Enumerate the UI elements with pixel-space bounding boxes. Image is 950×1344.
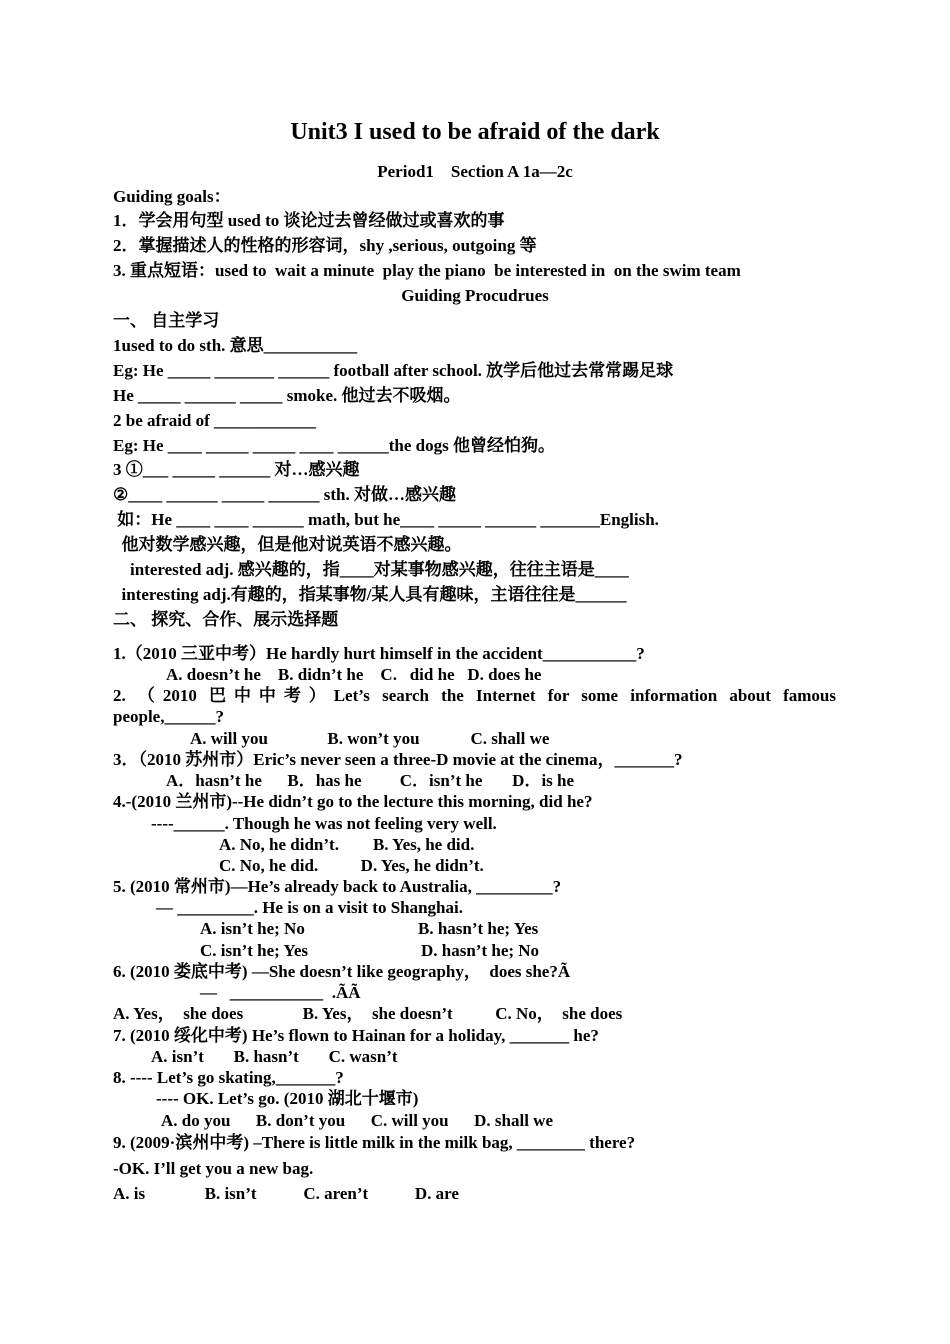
exercises-heading: 二、 探究、合作、展示选择题: [113, 610, 339, 629]
exercise-line: 8. ---- Let’s go skating,_______?: [113, 1068, 344, 1087]
exercise-line: ----______. Though he was not feeling very well.: [151, 814, 497, 833]
exercise-line: 5. (2010 常州市)—He’s already back to Australia, _________?: [113, 877, 562, 896]
exercise-options: A. do you B. don’t you C. will you D. shall we: [161, 1111, 554, 1130]
exercise-line: 7. (2010 绥化中考) He’s flown to Hainan for a holiday, _______ he?: [113, 1026, 599, 1045]
exercise-line: — ___________ .ÃÃ: [200, 983, 361, 1002]
page-subtitle: Period1 Section A 1a—2c: [377, 162, 573, 181]
exercise-options: A. Yes， she does B. Yes， she doesn’t C. No， she does: [113, 1004, 623, 1023]
exercise-option: B. hasn’t he; Yes: [418, 919, 539, 938]
self-study-line: 1used to do sth. 意思___________: [113, 336, 358, 355]
exercise-option: C. isn’t he; Yes: [200, 941, 308, 960]
self-study-line: ②____ ______ _____ ______ sth. 对做…感兴趣: [113, 485, 456, 504]
self-study-line: 2 be afraid of ____________: [113, 411, 317, 430]
exercise-options: A. is B. isn’t C. aren’t D. are: [113, 1184, 459, 1203]
exercise-line: 1.（2010 三亚中考）He hardly hurt himself in the accident___________?: [113, 644, 645, 663]
exercise-options: A. doesn’t he B. didn’t he C. did he D. does he: [166, 665, 542, 684]
guiding-goals-heading: Guiding goals：: [113, 187, 231, 206]
exercise-option: D. hasn’t he; No: [421, 941, 540, 960]
self-study-line: Eg: He _____ _______ ______ football after school. 放学后他过去常常踢足球: [113, 361, 674, 380]
page-title: Unit3 I used to be afraid of the dark: [290, 119, 660, 145]
exercise-line: — _________. He is on a visit to Shanghai.: [156, 898, 463, 917]
goal-item: 3. 重点短语：used to wait a minute play the piano be interested in on the swim team: [113, 261, 741, 280]
exercise-line: 2. （2010 巴中中考）Let’s search the Internet for some information about famous: [113, 686, 836, 705]
exercise-options: A. isn’t B. hasn’t C. wasn’t: [151, 1047, 398, 1066]
self-study-line: 3 ①___ _____ ______ 对…感兴趣: [113, 460, 360, 479]
exercise-line: people,______?: [113, 707, 224, 726]
self-study-line: He _____ ______ _____ smoke. 他过去不吸烟。: [113, 386, 461, 405]
goal-item: 2．掌握描述人的性格的形容词，shy ,serious, outgoing 等: [113, 236, 537, 255]
self-study-line: Eg: He ____ _____ _____ ____ ______the dogs 他曾经怕狗。: [113, 436, 555, 455]
procedures-heading: Guiding Procudrues: [401, 286, 549, 305]
self-study-line: 如：He ____ ____ ______ math, but he____ _____ ______ _______English.: [113, 510, 659, 529]
exercise-options: C. No, he did. D. Yes, he didn’t.: [219, 856, 484, 875]
self-study-line: interesting adj.有趣的，指某事物/某人具有趣味，主语往往是______: [113, 585, 627, 604]
exercise-line: 4.-(2010 兰州市)--He didn’t go to the lecture this morning, did he?: [113, 792, 593, 811]
exercise-line: 3．（2010 苏州市）Eric’s never seen a three-D movie at the cinema，_______?: [113, 750, 683, 769]
exercise-options: A. No, he didn’t. B. Yes, he did.: [219, 835, 475, 854]
exercise-options: A. will you B. won’t you C. shall we: [190, 729, 550, 748]
exercise-options: A．hasn’t he B．has he C．isn’t he D．is he: [166, 771, 575, 790]
exercise-line: -OK. I’ll get you a new bag.: [113, 1159, 314, 1178]
self-study-line: interested adj. 感兴趣的，指____对某事物感兴趣，往往主语是____: [113, 560, 629, 579]
exercise-line: ---- OK. Let’s go. (2010 湖北十堰市): [156, 1089, 419, 1108]
exercise-line: 9. (2009·滨州中考) –There is little milk in the milk bag, ________ there?: [113, 1133, 636, 1152]
exercise-option: A. isn’t he; No: [200, 919, 305, 938]
self-study-line: 他对数学感兴趣，但是他对说英语不感兴趣。: [113, 535, 462, 554]
self-study-heading: 一、 自主学习: [113, 311, 220, 330]
goal-item: 1．学会用句型 used to 谈论过去曾经做过或喜欢的事: [113, 211, 505, 230]
exercise-line: 6. (2010 娄底中考) —She doesn’t like geography， does she?Ã: [113, 962, 571, 981]
